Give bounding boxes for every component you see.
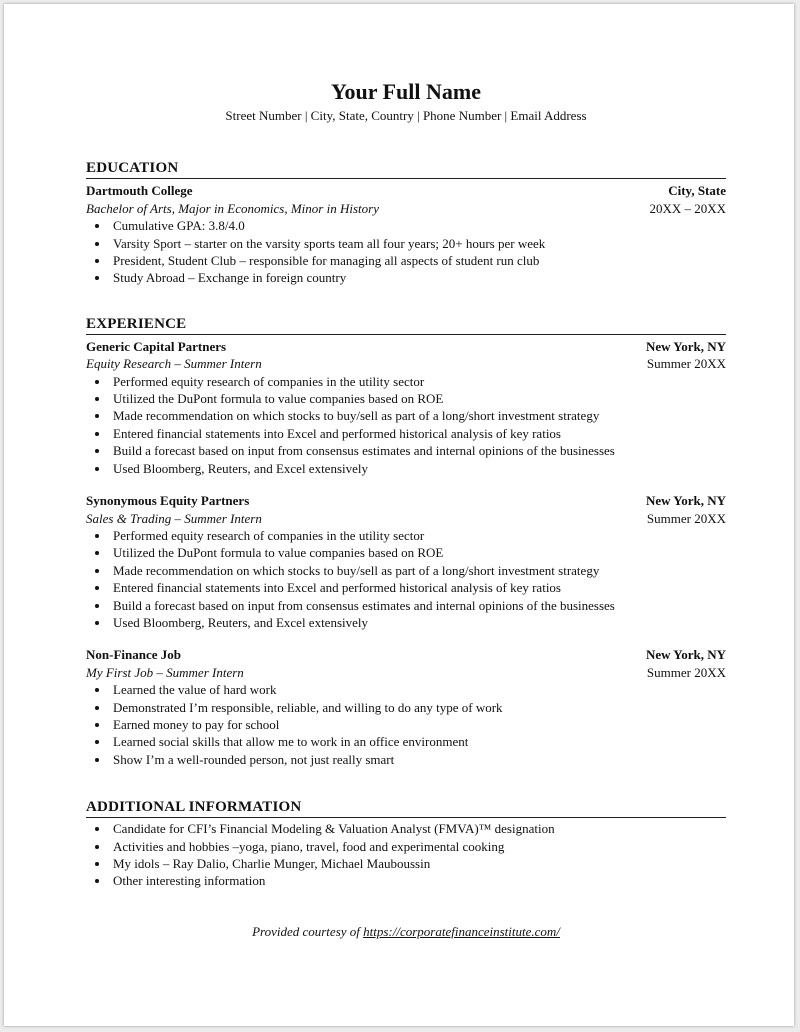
list-item: President, Student Club – responsible for managing all aspects of student run club (113, 252, 726, 269)
school-location: City, State (668, 183, 726, 199)
resume-page (4, 4, 794, 1026)
list-item: Used Bloomberg, Reuters, and Excel extensively (113, 614, 726, 631)
job-dates: Summer 20XX (646, 356, 726, 372)
experience-heading: EXPERIENCE (86, 315, 726, 335)
list-item: Performed equity research of companies in the utility sector (113, 373, 726, 390)
company-name: Non-Finance Job (86, 647, 181, 663)
job-role: Sales & Trading – Summer Intern (86, 510, 262, 526)
job-dates: Summer 20XX (646, 664, 726, 680)
degree: Bachelor of Arts, Major in Economics, Minor in History (86, 200, 379, 216)
list-item: Used Bloomberg, Reuters, and Excel extensively (113, 460, 726, 477)
list-item: Show I’m a well-rounded person, not just really smart (113, 751, 726, 768)
list-item: Entered financial statements into Excel and performed historical analysis of key ratios (113, 425, 726, 442)
job-location: New York, NY (645, 647, 726, 663)
education-entry (86, 182, 726, 286)
footer-prefix: Provided courtesy of (252, 923, 364, 939)
list-item: Build a forecast based on input from consensus estimates and internal opinions of the businesses (113, 597, 726, 614)
job-dates: Summer 20XX (646, 510, 726, 526)
job-entry (86, 646, 726, 768)
resume-content (86, 78, 726, 940)
job-role: My First Job – Summer Intern (86, 664, 244, 680)
list-item: Utilized the DuPont formula to value companies based on ROE (113, 544, 726, 561)
list-item: Learned the value of hard work (113, 681, 726, 698)
list-item: Other interesting information (113, 872, 726, 889)
job-location: New York, NY (645, 338, 726, 354)
job-role: Equity Research – Summer Intern (86, 356, 262, 372)
list-item: Varsity Sport – starter on the varsity sports team all four years; 20+ hours per week (113, 235, 726, 252)
list-item: Entered financial statements into Excel and performed historical analysis of key ratios (113, 579, 726, 596)
additional-entry (86, 820, 726, 890)
education-bullets (86, 217, 726, 287)
list-item: My idols – Ray Dalio, Charlie Munger, Michael Mauboussin (113, 855, 726, 872)
full-name: Your Full Name (331, 79, 481, 104)
job-entry (86, 492, 726, 631)
company-name: Generic Capital Partners (86, 338, 227, 354)
list-item: Earned money to pay for school (113, 716, 726, 733)
list-item: Made recommendation on which stocks to buy/sell as part of a long/short investment strategy (113, 562, 726, 579)
job-entry (86, 338, 726, 477)
list-item: Build a forecast based on input from consensus estimates and internal opinions of the businesses (113, 442, 726, 459)
list-item: Activities and hobbies –yoga, piano, travel, food and experimental cooking (113, 838, 726, 855)
school-name: Dartmouth College (86, 183, 193, 199)
additional-info-heading: ADDITIONAL INFORMATION (86, 798, 726, 818)
list-item: Performed equity research of companies in the utility sector (113, 527, 726, 544)
education-heading: EDUCATION (86, 159, 726, 179)
list-item: Cumulative GPA: 3.8/4.0 (113, 217, 726, 234)
job-bullets (86, 527, 726, 631)
company-name: Synonymous Equity Partners (86, 493, 250, 509)
list-item: Study Abroad – Exchange in foreign country (113, 269, 726, 286)
job-bullets (86, 373, 726, 477)
education-dates: 20XX – 20XX (649, 200, 726, 216)
additional-bullets (86, 820, 726, 890)
cfi-link[interactable]: https://corporatefinanceinstitute.com/ (363, 923, 560, 939)
list-item: Made recommendation on which stocks to buy/sell as part of a long/short investment strategy (113, 407, 726, 424)
list-item: Learned social skills that allow me to work in an office environment (113, 733, 726, 750)
list-item: Utilized the DuPont formula to value companies based on ROE (113, 390, 726, 407)
job-location: New York, NY (645, 493, 726, 509)
list-item: Demonstrated I’m responsible, reliable, and willing to do any type of work (113, 699, 726, 716)
list-item: Candidate for CFI’s Financial Modeling & Valuation Analyst (FMVA)™ designation (113, 820, 726, 837)
job-bullets (86, 681, 726, 768)
footer-credit (86, 923, 726, 940)
contact-line: Street Number | City, State, Country | Phone Number | Email Address (225, 108, 587, 123)
